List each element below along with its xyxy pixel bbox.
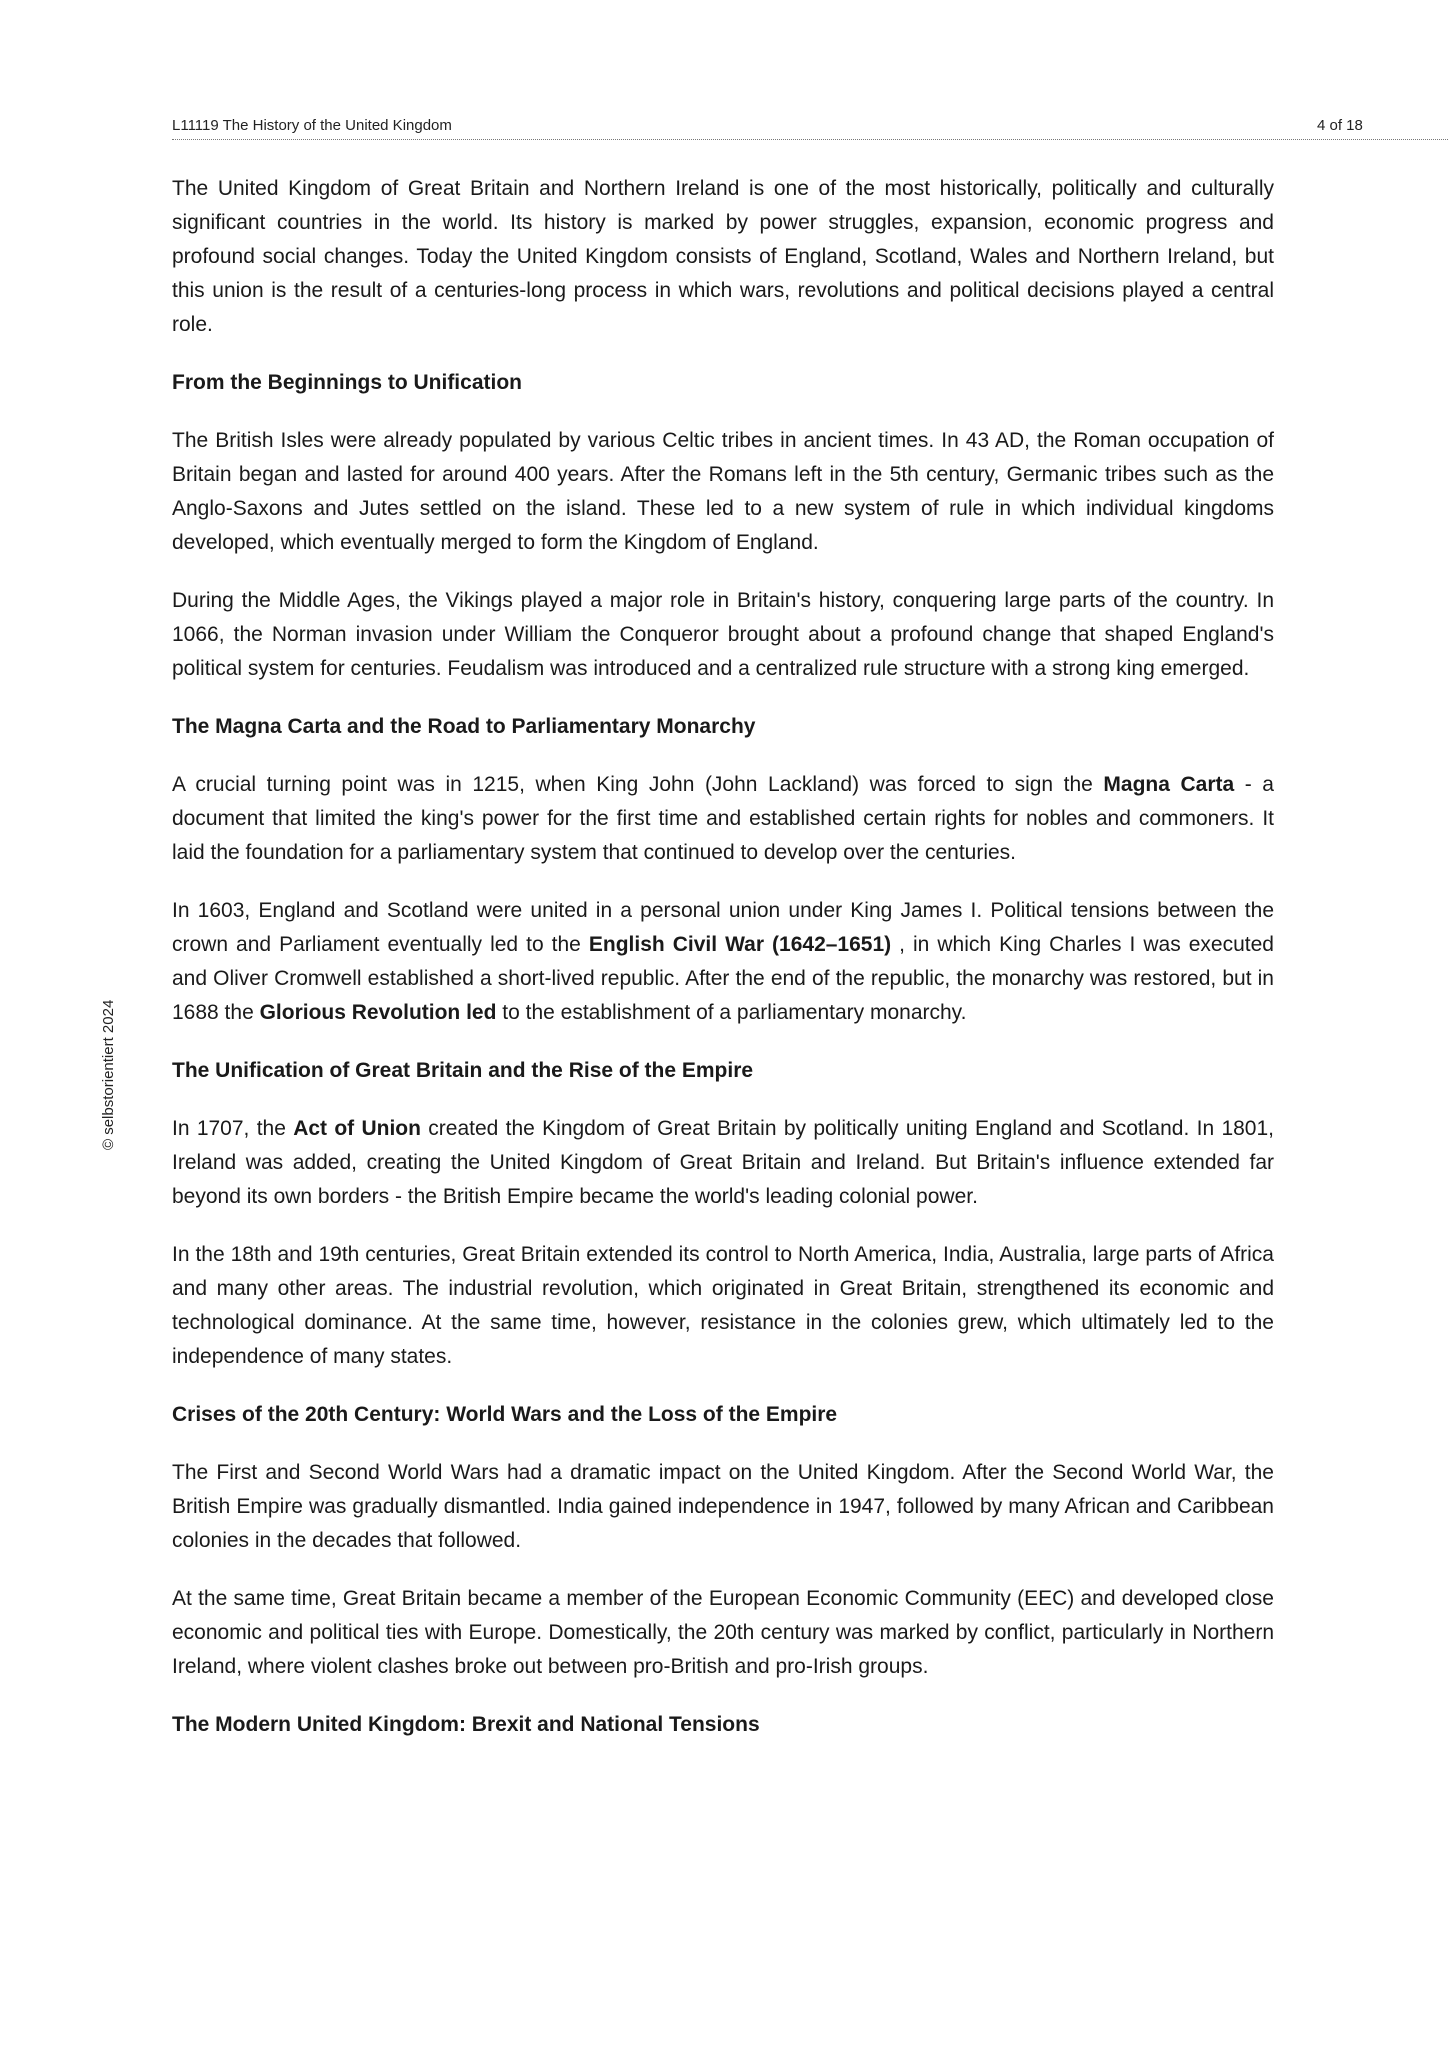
document-body — [172, 172, 1274, 1766]
paragraph — [172, 894, 1274, 1030]
bold-term-act-of-union: Act of Union — [293, 1117, 421, 1140]
paragraph: The First and Second World Wars had a dramatic impact on the United Kingdom. After the Second World War, the British Empire was gradually dismantled. India gained independence in 1947, followed by many African and Caribbean colonies in the decades that followed. — [172, 1461, 1274, 1552]
text: to the establishment of a parliamentary monarchy. — [496, 1001, 967, 1024]
page-indicator: 4 of 18 — [1317, 117, 1363, 134]
text: , in which King Charles I was executed and Oliver Cromwell established a short-lived republic. After the end of the republic, the monarchy was restored, but in 1688 the — [172, 933, 1274, 1024]
paragraph — [172, 768, 1274, 870]
text: In 1603, England and Scotland were united in a personal union under King James I. Political tensions between the crown and Parliament eventually led to the — [172, 899, 1274, 956]
paragraph — [172, 1112, 1274, 1214]
bold-term-civil-war: English Civil War (1642–1651) — [588, 933, 892, 956]
text: - a document that limited the king's power for the first time and established certain rights for nobles and commoners. It laid the foundation for a parliamentary system that continued to develop over the centuries. — [172, 773, 1274, 864]
paragraph: During the Middle Ages, the Vikings played a major role in Britain's history, conquering large parts of the country. In 1066, the Norman invasion under William the Conqueror brought about a profound change that shaped England's political system for centuries. Feudalism was introduced and a centralized rule structure with a strong king emerged. — [172, 589, 1274, 680]
text: A crucial turning point was in 1215, when King John (John Lackland) was forced to sign the — [172, 773, 1104, 796]
document-title: L11119 The History of the United Kingdom — [172, 117, 452, 134]
text: In 1707, the — [172, 1117, 294, 1140]
section-heading-magna-carta: The Magna Carta and the Road to Parliamentary Monarchy — [172, 715, 756, 738]
section-heading-modern-uk: The Modern United Kingdom: Brexit and National Tensions — [172, 1713, 760, 1736]
section-heading-beginnings: From the Beginnings to Unification — [172, 371, 522, 394]
page-header — [172, 113, 1448, 140]
paragraph: The British Isles were already populated by various Celtic tribes in ancient times. In 43 AD, the Roman occupation of Britain began and lasted for around 400 years. After the Romans left in the 5th century, Germanic tribes such as the Anglo-Saxons and Jutes settled on the island. These led to a new system of rule in which individual kingdoms developed, which eventually merged to form the Kingdom of England. — [172, 429, 1274, 554]
section-heading-crises: Crises of the 20th Century: World Wars and the Loss of the Empire — [172, 1403, 838, 1426]
text: created the Kingdom of Great Britain by politically uniting England and Scotland. In 1801, Ireland was added, creating the United Kingdom of Great Britain and Ireland. But Britain's influence extended far beyond its own borders - the British Empire became the world's leading colonial power. — [172, 1117, 1274, 1208]
copyright-notice: © selbstorientiert 2024 — [100, 999, 117, 1150]
intro-paragraph: The United Kingdom of Great Britain and Northern Ireland is one of the most historically, politically and culturally significant countries in the world. Its history is marked by power struggles, expansion, economic progress and profound social changes. Today the United Kingdom consists of England, Scotland, Wales and Northern Ireland, but this union is the result of a centuries-long process in which wars, revolutions and political decisions played a central role. — [172, 177, 1274, 336]
paragraph: In the 18th and 19th centuries, Great Britain extended its control to North America, India, Australia, large parts of Africa and many other areas. The industrial revolution, which originated in Great Britain, strengthened its economic and technological dominance. At the same time, however, resistance in the colonies grew, which ultimately led to the independence of many states. — [172, 1243, 1274, 1368]
bold-term-glorious-revolution: Glorious Revolution led — [259, 1001, 497, 1024]
paragraph: At the same time, Great Britain became a member of the European Economic Community (EEC) and developed close economic and political ties with Europe. Domestically, the 20th century was marked by conflict, particularly in Northern Ireland, where violent clashes broke out between pro-British and pro-Irish groups. — [172, 1587, 1274, 1678]
bold-term-magna-carta: Magna Carta — [1103, 773, 1235, 796]
section-heading-unification: The Unification of Great Britain and the Rise of the Empire — [172, 1059, 754, 1082]
